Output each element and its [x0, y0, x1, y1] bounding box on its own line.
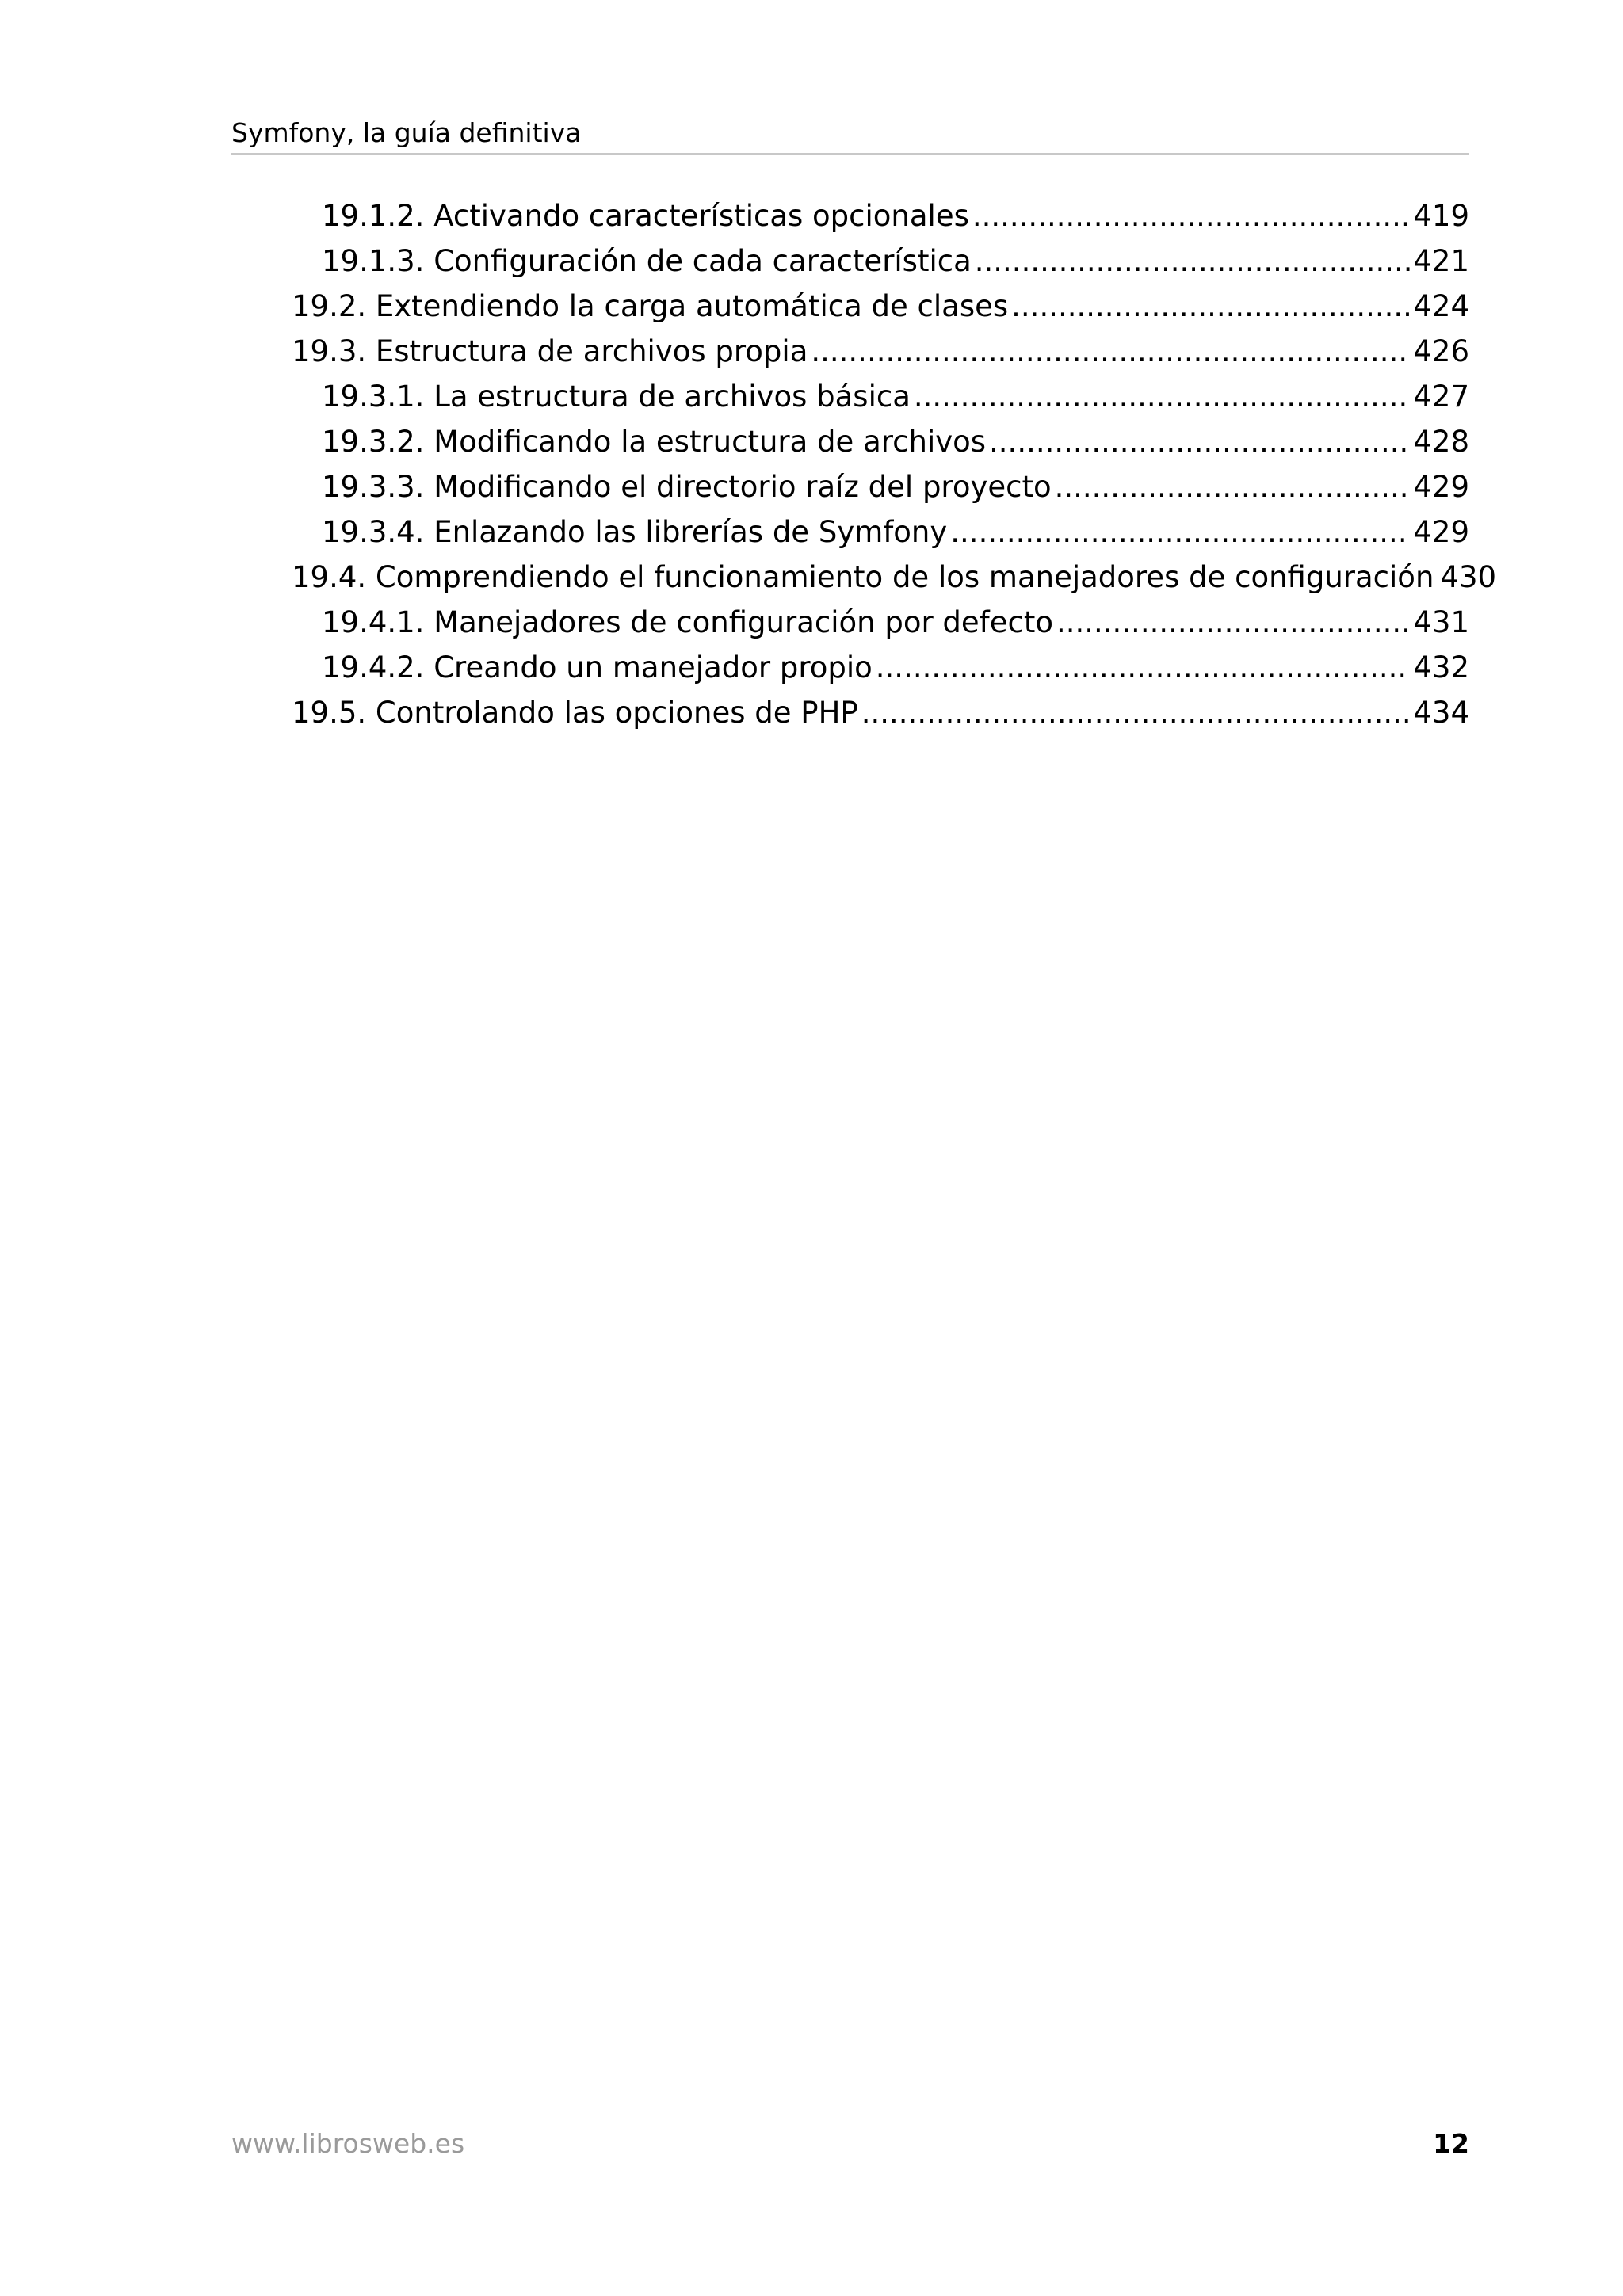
- footer-page-number: 12: [1433, 2128, 1469, 2159]
- toc-entry-title: 19.1.2. Activando características opcionales: [322, 199, 969, 233]
- toc-entry-title: 19.4.1. Manejadores de configuración por defecto: [322, 605, 1053, 639]
- toc-dot-leader: [1056, 600, 1410, 645]
- toc-entry-page: 431: [1413, 605, 1469, 639]
- toc-entry-page: 421: [1413, 244, 1469, 278]
- header-divider: [231, 153, 1469, 155]
- toc-entry[interactable]: [322, 238, 1469, 284]
- toc-entry[interactable]: [322, 600, 1469, 645]
- toc-entry-page: 426: [1413, 334, 1469, 368]
- footer-site-url: www.librosweb.es: [231, 2128, 465, 2159]
- toc-entry-title: 19.4. Comprendiendo el funcionamiento de los manejadores de configuración: [292, 560, 1434, 594]
- toc-entry-title: 19.4.2. Creando un manejador propio: [322, 650, 873, 685]
- toc-dot-leader: [914, 374, 1411, 419]
- toc-entry[interactable]: [292, 284, 1469, 329]
- toc-entry[interactable]: [322, 419, 1469, 464]
- toc-entry-title: 19.3.4. Enlazando las librerías de Symfony: [322, 515, 948, 549]
- toc-entry-title: 19.1.3. Configuración de cada característica: [322, 244, 972, 278]
- toc-entry[interactable]: [292, 690, 1469, 735]
- toc-entry-page: 419: [1413, 199, 1469, 233]
- toc-entry[interactable]: [292, 555, 1497, 600]
- toc-entry-title: 19.2. Extendiendo la carga automática de clases: [292, 289, 1009, 323]
- toc-entry-page: 430: [1440, 560, 1497, 594]
- toc-entry-page: 428: [1413, 425, 1469, 459]
- toc-dot-leader: [989, 419, 1410, 464]
- toc-dot-leader: [876, 645, 1411, 690]
- toc-entry-page: 427: [1413, 379, 1469, 414]
- toc-entry[interactable]: [322, 464, 1469, 509]
- toc-entry-title: 19.3.1. La estructura de archivos básica: [322, 379, 911, 414]
- toc-entry-title: 19.5. Controlando las opciones de PHP: [292, 696, 858, 730]
- toc-entry-page: 434: [1413, 696, 1469, 730]
- toc-entry-page: 432: [1413, 650, 1469, 685]
- toc-entry-title: 19.3. Estructura de archivos propia: [292, 334, 808, 368]
- toc-entry[interactable]: [322, 374, 1469, 419]
- toc-dot-leader: [950, 509, 1410, 555]
- toc-entry[interactable]: [322, 645, 1469, 690]
- toc-dot-leader: [975, 238, 1411, 284]
- toc-dot-leader: [861, 690, 1411, 735]
- toc-entry[interactable]: [322, 193, 1469, 238]
- toc-entry-page: 429: [1413, 470, 1469, 504]
- toc-dot-leader: [811, 329, 1410, 374]
- toc-dot-leader: [1055, 464, 1411, 509]
- toc-dot-leader: [972, 193, 1411, 238]
- toc-entry-title: 19.3.3. Modificando el directorio raíz del proyecto: [322, 470, 1052, 504]
- toc-entry[interactable]: [292, 329, 1469, 374]
- toc-dot-leader: [1011, 284, 1410, 329]
- toc-entry-page: 424: [1413, 289, 1469, 323]
- toc-entry-title: 19.3.2. Modificando la estructura de archivos: [322, 425, 987, 459]
- toc-entry-page: 429: [1413, 515, 1469, 549]
- running-header: Symfony, la guía definitiva: [231, 117, 582, 148]
- toc-entry[interactable]: [322, 509, 1469, 555]
